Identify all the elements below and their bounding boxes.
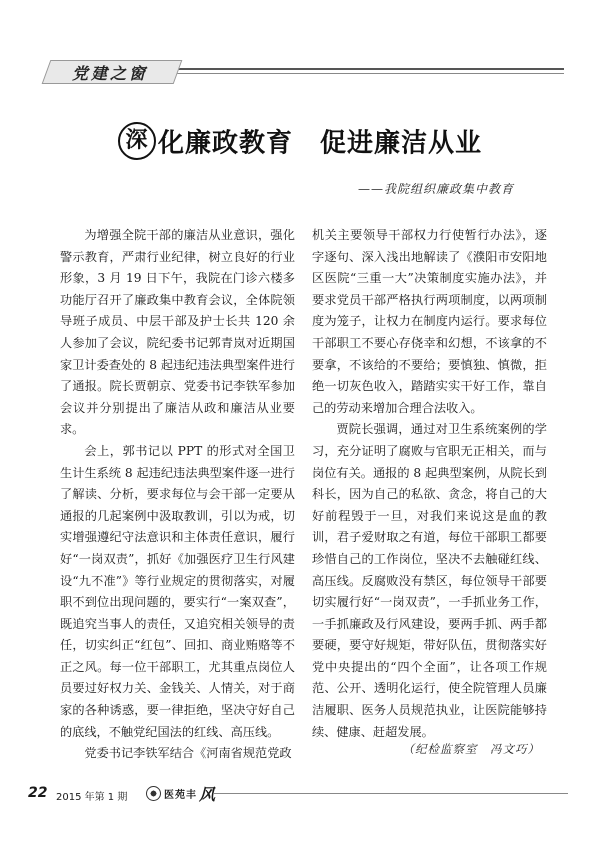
article-subtitle: ——我院组织廉政集中教育 bbox=[357, 182, 514, 196]
page-number: 22 bbox=[28, 785, 48, 801]
article-title bbox=[0, 122, 600, 160]
title-first-char: 深 bbox=[118, 122, 156, 160]
paragraph: 为增强全院干部的廉洁从业意识，强化警示教育，严肃行业纪律，树立良好的行业形象，3 月 19 日下午，我院在门诊六楼多功能厅召开了廉政集中教育会议，全体院领导班子成员、中层干部及护士长共 120 余人参加了会议，院纪委书记郭青岚对近期国家卫计委查处的 8 起违纪违法典型案件进行了通报。院长贾朝京、党委书记李铁军参加会议并分别提出了廉洁从政和廉洁从业要求。 bbox=[60, 228, 295, 437]
footer-rule bbox=[213, 793, 568, 794]
section-title: 党建之窗 bbox=[72, 64, 149, 83]
journal-deco-char: 风 bbox=[199, 784, 216, 804]
journal-emblem-icon bbox=[146, 786, 161, 801]
title-text: 化廉政教育 促进廉洁从业 bbox=[157, 128, 482, 159]
paragraph-continued: 机关主要领导干部权力行使暂行办法》，逐字逐句、深入浅出地解读了《濮阳市安阳地区医院“三重一大”决策制度实施办法》，并要求党员干部严格执行两项制度，以两项制度为笼子，让权力在制度内运行。要求每位干部职工不要心存侥幸和幻想，不该拿的不要拿，不该给的不要给；要慎独、慎微，拒绝一切灰色收入，踏踏实实干好工作，靠自己的劳动来增加合理合法收入。 bbox=[312, 228, 547, 415]
header-rule bbox=[176, 68, 564, 70]
author-signature: （纪检监察室 冯文巧） bbox=[402, 742, 540, 756]
issue-label: 2015 年第 1 期 bbox=[56, 792, 128, 803]
journal-logo bbox=[146, 784, 216, 804]
page-footer bbox=[28, 783, 568, 811]
paragraph: 党委书记李铁军结合《河南省规范党政 bbox=[84, 746, 292, 761]
right-column bbox=[312, 225, 547, 743]
header-rule-thin bbox=[176, 73, 564, 74]
left-column bbox=[60, 225, 295, 765]
section-header bbox=[36, 60, 564, 84]
journal-name: 医苑丰 bbox=[164, 789, 197, 801]
paragraph: 会上，郭书记以 PPT 的形式对全国卫生计生系统 8 起违纪违法典型案件逐一进行了解读、分析，要求每位与会干部一定要从通报的几起案例中汲取教训，引以为戒，切实增强遵纪守法意识和主体责任意识，履行好“一岗双责”，抓好《加强医疗卫生行风建设“九不准”》等行业规定的贯彻落实，对履职不到位出现问题的，要实行“一案双查”，既追究当事人的责任，又追究相关领导的责任，切实纠正“红包”、回扣、商业贿赂等不正之风。每一位干部职工，尤其重点岗位人员要过好权力关、金钱关、人情关，对于商家的各种诱惑，要一律拒绝，坚决守好自己的底线，不触党纪国法的红线、高压线。 bbox=[60, 443, 295, 739]
paragraph: 贾院长强调，通过对卫生系统案例的学习，充分证明了腐败与官职无正相关，而与岗位有关。通报的 8 起典型案例，从院长到科长，因为自己的私欲、贪念，将自己的大好前程毁于一旦，对我们来说这是血的教训，君子爱财取之有道，每位干部职工都要珍惜自己的工作岗位，坚决不去触碰红线、高压线。反腐败没有禁区，每位领导干部要切实履行好“一岗双责”，一手抓业务工作，一手抓廉政及行风建设，要两手抓、两手都要硬，要守好规矩，带好队伍，贯彻落实好党中央提出的“四个全面”，让各项工作规范、公开、透明化运行，使全院管理人员廉洁履职、医务人员规范执业，让医院能够持续、健康、赶超发展。 bbox=[312, 422, 547, 739]
